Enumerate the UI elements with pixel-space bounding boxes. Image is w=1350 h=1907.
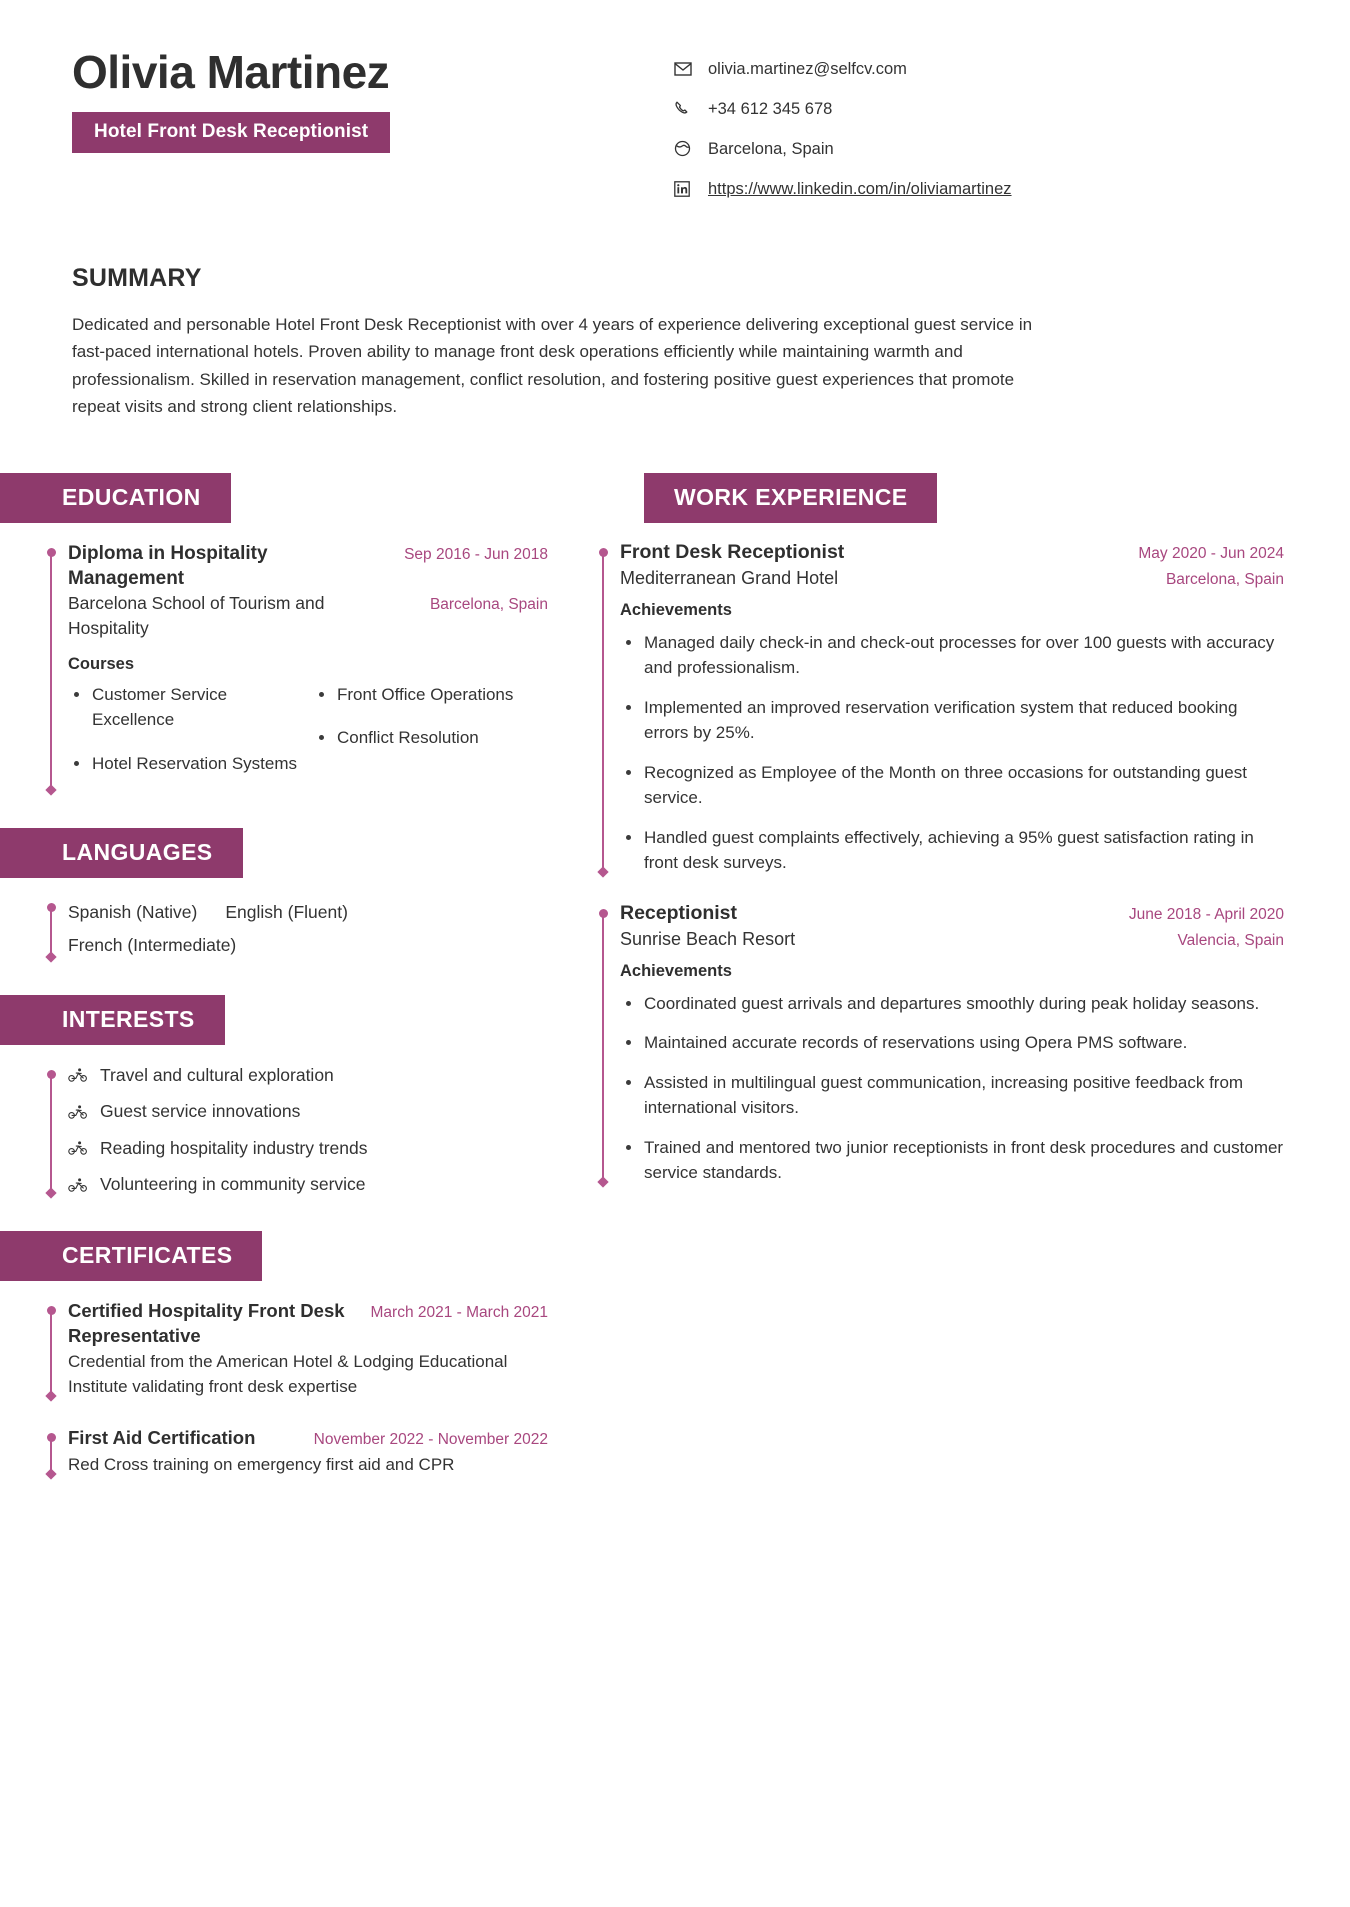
summary-heading: SUMMARY [72, 263, 202, 292]
work-date: June 2018 - April 2020 [1128, 905, 1284, 923]
achievement-item: Recognized as Employee of the Month on three occasions for outstanding guest service. [620, 760, 1284, 811]
certificate-entry [46, 1299, 548, 1400]
interest-label: Guest service innovations [100, 1101, 301, 1122]
certificates-section [0, 1231, 572, 1478]
interests-banner: INTERESTS [0, 995, 225, 1045]
education-school: Barcelona School of Tourism and Hospitality [68, 592, 325, 638]
education-school-row [68, 591, 548, 641]
interest-item [68, 1063, 548, 1088]
work-company-row [620, 564, 1284, 589]
education-degree: Diploma in Hospitality Management [68, 542, 268, 589]
certificate-title: Certified Hospitality Front Desk Representative [68, 1299, 345, 1346]
contact-email-text: olivia.martinez@selfcv.com [708, 60, 907, 78]
languages-section [0, 828, 572, 961]
work-entry [598, 541, 1290, 876]
content-columns [0, 421, 1350, 1512]
summary-text: Dedicated and personable Hotel Front Desk Receptionist with over 4 years of experience delivering exceptional guest service in fast-paced international hotels. Proven ability to manage front desk operations efficiently while maintaining warmth and professionalism. Skilled in reservation management, conflict resolution, and fostering positive guest experiences that promote repeat visits and strong client relationships. [72, 314, 1033, 417]
timeline-rail [46, 1432, 56, 1478]
interests-section [0, 995, 572, 1197]
contact-location[interactable] [674, 138, 1290, 162]
education-section [0, 473, 572, 794]
education-date: Sep 2016 - Jun 2018 [404, 545, 548, 563]
work-entry [598, 902, 1290, 1186]
interests-body [0, 1045, 572, 1197]
work-title-row [620, 902, 1284, 925]
achievement-item: Assisted in multilingual guest communication, increasing positive feedback from international visitors. [620, 1070, 1284, 1121]
phone-icon [674, 99, 696, 119]
interest-item [68, 1172, 548, 1197]
contact-phone-text: +34 612 345 678 [708, 99, 833, 118]
achievement-item: Managed daily check-in and check-out processes for over 100 guests with accuracy and professionalism. [620, 630, 1284, 681]
globe-icon [674, 139, 696, 159]
timeline-diamond-icon [597, 1176, 608, 1187]
cyclist-icon [68, 1105, 90, 1119]
contact-phone[interactable] [674, 98, 1290, 122]
contact-linkedin-text[interactable]: https://www.linkedin.com/in/oliviamartinez [708, 179, 1012, 198]
course-item: Conflict Resolution [313, 725, 548, 751]
contact-email[interactable] [674, 58, 1290, 82]
education-body [0, 523, 572, 794]
achievement-item: Maintained accurate records of reservations using Opera PMS software. [620, 1030, 1284, 1056]
work-company: Mediterranean Grand Hotel [620, 567, 839, 588]
languages-body [0, 878, 572, 961]
interest-item [68, 1136, 548, 1161]
timeline-dot-icon [47, 1433, 56, 1442]
header-identity [72, 48, 632, 153]
interest-item [68, 1099, 548, 1124]
languages-entry [46, 896, 548, 961]
courses-column-left [68, 682, 303, 795]
courses-column-right [313, 682, 548, 795]
certificate-description: Red Cross training on emergency first aid and CPR [68, 1454, 455, 1474]
job-title-banner: Hotel Front Desk Receptionist [72, 112, 390, 153]
achievements-label: Achievements [620, 961, 732, 980]
course-item: Front Office Operations [313, 682, 548, 708]
cyclist-icon [68, 1068, 90, 1082]
certificates-body [0, 1281, 572, 1478]
languages-list [68, 896, 468, 961]
education-location: Barcelona, Spain [429, 595, 548, 613]
course-item: Customer Service Excellence [68, 682, 303, 733]
timeline-dot-icon [599, 909, 608, 918]
linkedin-icon [674, 179, 696, 199]
interest-label: Volunteering in community service [100, 1174, 366, 1195]
work-experience-banner: WORK EXPERIENCE [644, 473, 937, 523]
timeline-rail [598, 547, 608, 876]
work-title: Receptionist [620, 901, 738, 924]
language-item: Spanish (Native) [68, 902, 198, 923]
courses-grid [68, 682, 548, 795]
language-item: English (Fluent) [225, 902, 348, 923]
achievements-label: Achievements [620, 600, 732, 619]
left-column [0, 473, 572, 1512]
page-title: Olivia Martinez [72, 46, 390, 98]
summary-section [0, 218, 1350, 421]
envelope-icon [674, 59, 696, 79]
timeline-dot-icon [47, 548, 56, 557]
achievement-item: Trained and mentored two junior receptionists in front desk procedures and customer service standards. [620, 1135, 1284, 1186]
timeline-diamond-icon [45, 1468, 56, 1479]
education-entry [46, 541, 548, 794]
timeline-diamond-icon [45, 1390, 56, 1401]
work-date: May 2020 - Jun 2024 [1138, 544, 1284, 562]
interest-label: Travel and cultural exploration [100, 1064, 334, 1085]
certificate-entry [46, 1426, 548, 1478]
education-banner: EDUCATION [0, 473, 231, 523]
cyclist-icon [68, 1178, 90, 1192]
certificate-date: November 2022 - November 2022 [313, 1431, 548, 1449]
timeline-dot-icon [599, 548, 608, 557]
timeline-rail [46, 902, 56, 961]
work-title: Front Desk Receptionist [620, 540, 845, 563]
work-location: Barcelona, Spain [1165, 570, 1284, 588]
timeline-rail [598, 908, 608, 1186]
achievement-item: Handled guest complaints effectively, achieving a 95% guest satisfaction rating in front desk surveys. [620, 825, 1284, 876]
timeline-diamond-icon [45, 784, 56, 795]
timeline-diamond-icon [45, 1187, 56, 1198]
work-location: Valencia, Spain [1177, 931, 1284, 949]
education-title-row [68, 541, 548, 591]
work-title-row [620, 541, 1284, 564]
language-item: French (Intermediate) [68, 934, 237, 955]
right-column [572, 473, 1350, 1220]
timeline-dot-icon [47, 1306, 56, 1315]
achievements-list [620, 630, 1284, 876]
contact-location-text: Barcelona, Spain [708, 139, 834, 158]
achievements-list [620, 991, 1284, 1186]
timeline-rail [46, 547, 56, 794]
contact-linkedin[interactable] [674, 178, 1290, 202]
timeline-diamond-icon [45, 951, 56, 962]
cyclist-icon [68, 1141, 90, 1155]
certificate-title: First Aid Certification [68, 1427, 256, 1449]
languages-banner: LANGUAGES [0, 828, 243, 878]
achievement-item: Implemented an improved reservation verification system that reduced booking errors by 25%. [620, 695, 1284, 746]
interest-label: Reading hospitality industry trends [100, 1137, 368, 1158]
timeline-rail [46, 1069, 56, 1197]
course-item: Hotel Reservation Systems [68, 751, 303, 777]
courses-label: Courses [68, 654, 135, 673]
timeline-dot-icon [47, 1070, 56, 1079]
certificate-title-row [68, 1299, 548, 1349]
interests-entry [46, 1063, 548, 1197]
work-experience-section [580, 473, 1290, 1186]
contact-list [632, 48, 1290, 218]
achievement-item: Coordinated guest arrivals and departures smoothly during peak holiday seasons. [620, 991, 1284, 1017]
certificates-banner: CERTIFICATES [0, 1231, 262, 1281]
certificate-description: Credential from the American Hotel & Lodging Educational Institute validating front desk expertise [68, 1352, 508, 1397]
resume-header [0, 0, 1350, 218]
certificate-title-row [68, 1426, 548, 1451]
timeline-rail [46, 1305, 56, 1400]
work-company: Sunrise Beach Resort [620, 928, 796, 949]
timeline-dot-icon [47, 903, 56, 912]
certificate-date: March 2021 - March 2021 [370, 1303, 548, 1321]
work-experience-body [580, 523, 1290, 1186]
work-company-row [620, 925, 1284, 950]
timeline-diamond-icon [597, 866, 608, 877]
